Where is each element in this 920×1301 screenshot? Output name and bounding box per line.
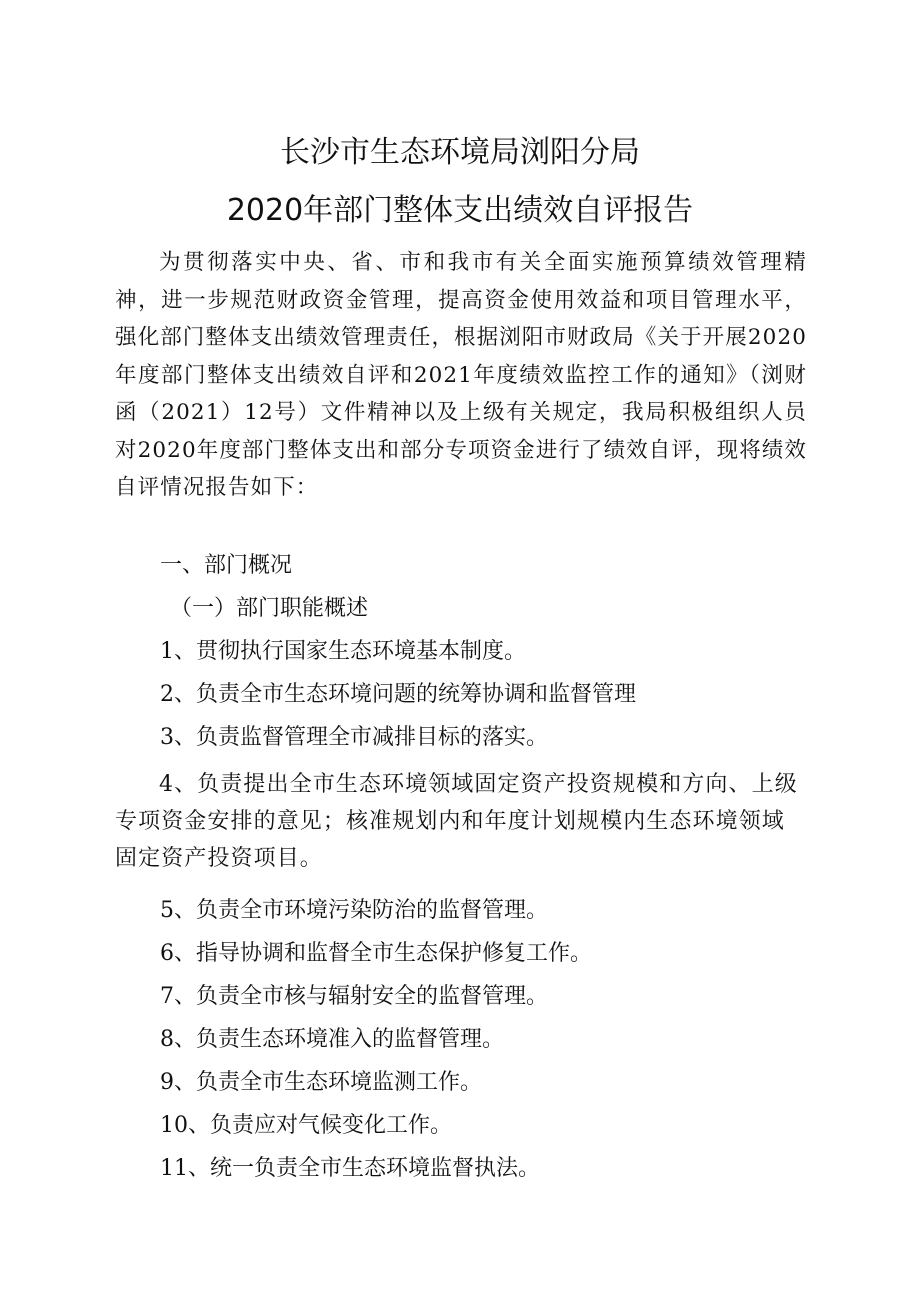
list-item: 2、负责全市生态环境问题的统筹协调和监督管理 [160, 682, 636, 707]
document-title-line-1: 长沙市生态环境局浏阳分局 [280, 135, 640, 170]
document-title-line-2: 2020年部门整体支出绩效自评报告 [226, 193, 694, 228]
list-item: 4、负责提出全市生态环境领域固定资产投资规模和方向、上级专项资金安排的意见；核准规划内和年度计划规模内生态环境领域固定资产投资项目。 [115, 772, 798, 871]
list-item: 5、负责全市环境污染防治的监督管理。 [160, 898, 548, 923]
list-item: 7、负责全市核与辐射安全的监督管理。 [160, 984, 548, 1009]
list-item: 6、指导协调和监督全市生态保护修复工作。 [160, 941, 592, 966]
list-item: 8、负责生态环境准入的监督管理。 [160, 1027, 504, 1052]
intro-paragraph: 为贯彻落实中央、省、市和我市有关全面实施预算绩效管理精神，进一步规范财政资金管理，提高资金使用效益和项目管理水平，强化部门整体支出绩效管理责任，根据浏阳市财政局《关于开展2020年度部门整体支出绩效自评和2021年度绩效监控工作的通知》（浏财函（2021）12号）文件精神以及上级有关规定，我局积极组织人员对2020年度部门整体支出和部分专项资金进行了绩效自评，现将绩效自评情况报告如下： [115, 250, 807, 500]
list-item: 3、负责监督管理全市减排目标的落实。 [160, 725, 548, 750]
section-heading: 一、部门概况 [160, 553, 293, 578]
subsection-heading: （一）部门职能概述 [170, 596, 369, 621]
list-item: 11、统一负责全市生态环境监督执法。 [160, 1156, 540, 1181]
list-item: 1、贯彻执行国家生态环境基本制度。 [160, 639, 526, 664]
list-item: 9、负责全市生态环境监测工作。 [160, 1070, 482, 1095]
list-item: 10、负责应对气候变化工作。 [160, 1113, 452, 1138]
